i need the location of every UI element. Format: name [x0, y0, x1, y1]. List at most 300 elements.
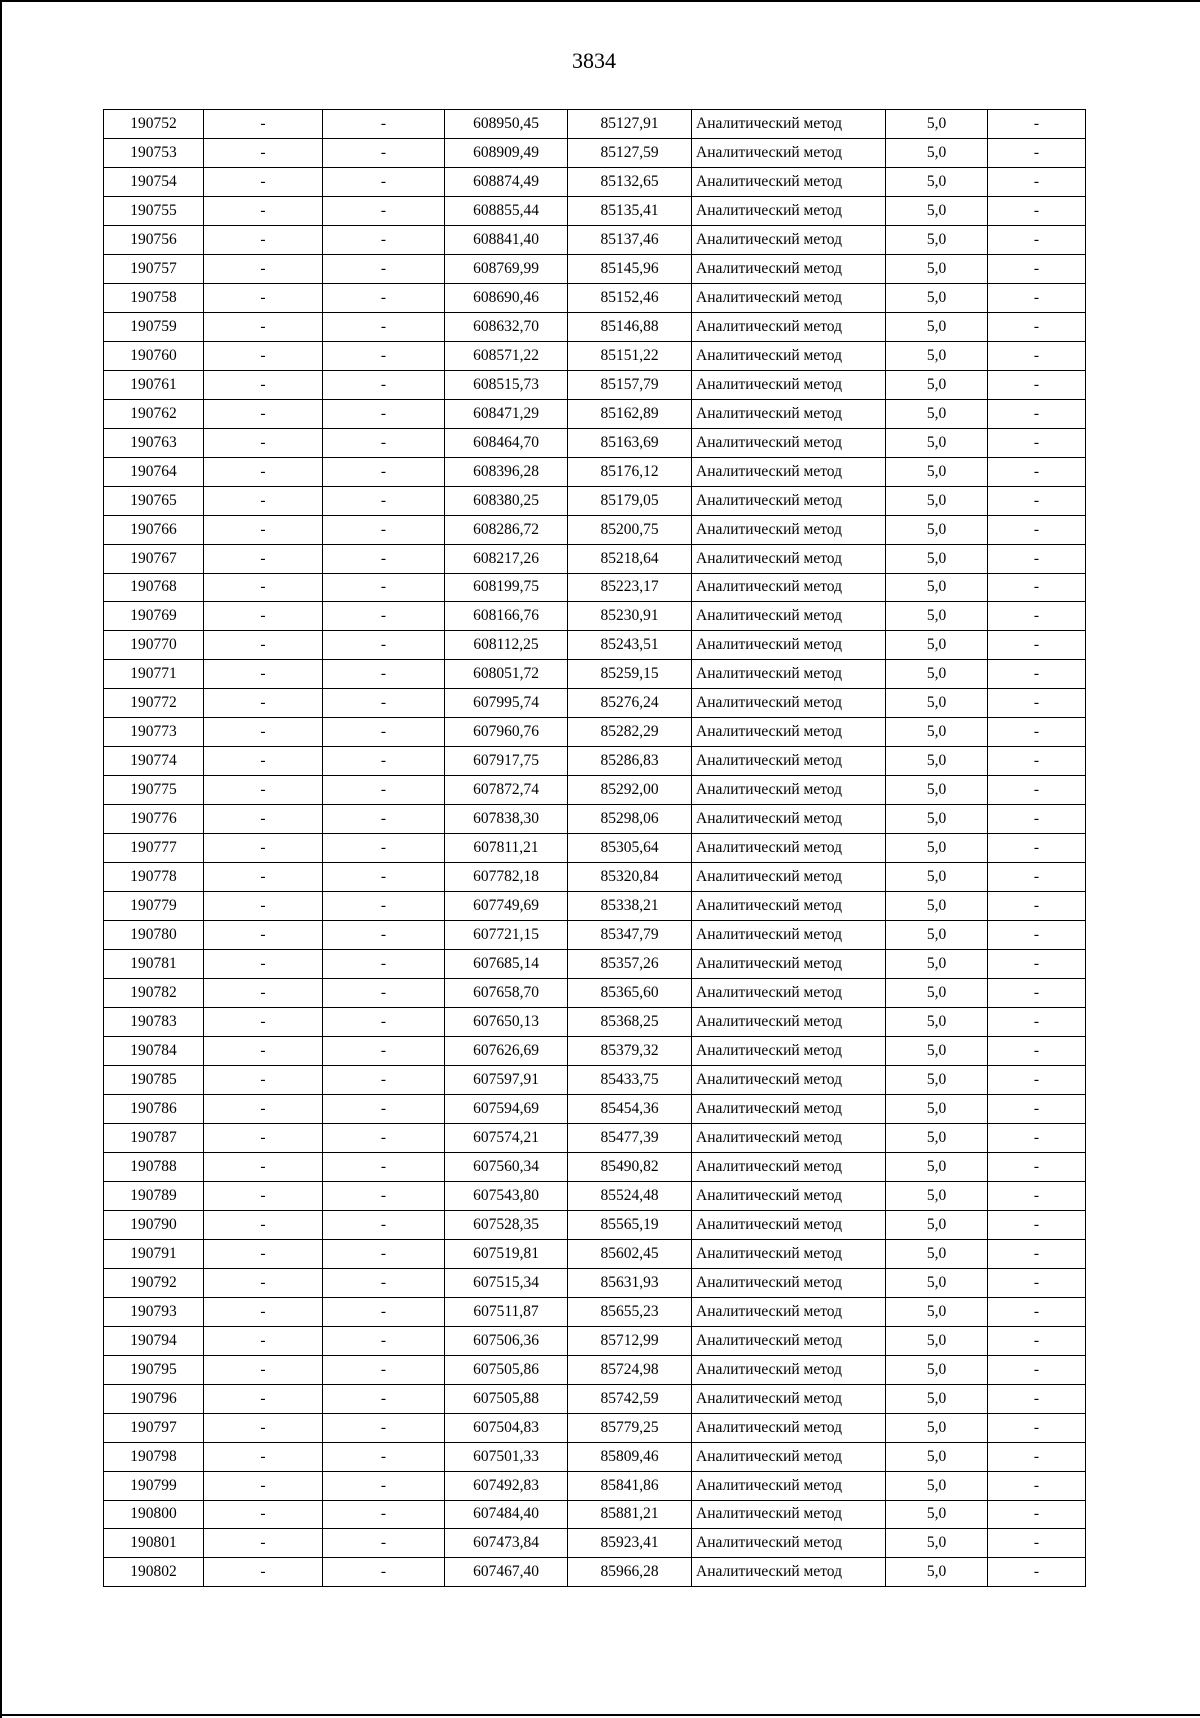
empty-cell-2: -: [323, 1239, 445, 1268]
empty-cell-2: -: [323, 1413, 445, 1442]
empty-cell-2: -: [323, 776, 445, 805]
table-row: [104, 225, 1086, 254]
empty-cell-3: -: [988, 486, 1086, 515]
empty-cell-1: -: [204, 370, 323, 399]
point-number-cell: 190788: [104, 1152, 204, 1181]
table-row: [104, 138, 1086, 167]
y-coordinate-cell: 85365,60: [568, 979, 692, 1008]
table-row: [104, 1384, 1086, 1413]
x-coordinate-cell: 608286,72: [445, 515, 568, 544]
table-row: [104, 1529, 1086, 1558]
empty-cell-3: -: [988, 805, 1086, 834]
accuracy-cell: 5,0: [886, 1558, 988, 1587]
table-row: [104, 834, 1086, 863]
method-cell: Аналитический метод: [692, 1326, 886, 1355]
x-coordinate-cell: 608396,28: [445, 457, 568, 486]
table-body: [104, 110, 1086, 1587]
method-cell: Аналитический метод: [692, 399, 886, 428]
point-number-cell: 190759: [104, 312, 204, 341]
accuracy-cell: 5,0: [886, 747, 988, 776]
empty-cell-2: -: [323, 1181, 445, 1210]
empty-cell-2: -: [323, 1558, 445, 1587]
table-row: [104, 1268, 1086, 1297]
empty-cell-3: -: [988, 1384, 1086, 1413]
empty-cell-1: -: [204, 631, 323, 660]
x-coordinate-cell: 607519,81: [445, 1239, 568, 1268]
point-number-cell: 190780: [104, 921, 204, 950]
accuracy-cell: 5,0: [886, 283, 988, 312]
empty-cell-2: -: [323, 1094, 445, 1123]
x-coordinate-cell: 607594,69: [445, 1094, 568, 1123]
method-cell: Аналитический метод: [692, 1413, 886, 1442]
empty-cell-3: -: [988, 399, 1086, 428]
x-coordinate-cell: 607515,34: [445, 1268, 568, 1297]
accuracy-cell: 5,0: [886, 776, 988, 805]
empty-cell-1: -: [204, 254, 323, 283]
empty-cell-1: -: [204, 892, 323, 921]
accuracy-cell: 5,0: [886, 428, 988, 457]
accuracy-cell: 5,0: [886, 370, 988, 399]
x-coordinate-cell: 608112,25: [445, 631, 568, 660]
empty-cell-3: -: [988, 1239, 1086, 1268]
point-number-cell: 190777: [104, 834, 204, 863]
empty-cell-1: -: [204, 805, 323, 834]
accuracy-cell: 5,0: [886, 544, 988, 573]
empty-cell-1: -: [204, 515, 323, 544]
y-coordinate-cell: 85200,75: [568, 515, 692, 544]
x-coordinate-cell: 608166,76: [445, 602, 568, 631]
empty-cell-3: -: [988, 1529, 1086, 1558]
method-cell: Аналитический метод: [692, 225, 886, 254]
empty-cell-2: -: [323, 399, 445, 428]
y-coordinate-cell: 85137,46: [568, 225, 692, 254]
method-cell: Аналитический метод: [692, 1152, 886, 1181]
empty-cell-3: -: [988, 631, 1086, 660]
empty-cell-3: -: [988, 1181, 1086, 1210]
point-number-cell: 190801: [104, 1529, 204, 1558]
empty-cell-1: -: [204, 1037, 323, 1066]
accuracy-cell: 5,0: [886, 1500, 988, 1529]
y-coordinate-cell: 85132,65: [568, 167, 692, 196]
empty-cell-2: -: [323, 689, 445, 718]
accuracy-cell: 5,0: [886, 1413, 988, 1442]
accuracy-cell: 5,0: [886, 805, 988, 834]
method-cell: Аналитический метод: [692, 1181, 886, 1210]
page-border-left: [0, 0, 2, 1718]
empty-cell-2: -: [323, 1384, 445, 1413]
x-coordinate-cell: 607838,30: [445, 805, 568, 834]
empty-cell-3: -: [988, 457, 1086, 486]
coordinates-table: [103, 109, 1086, 1587]
method-cell: Аналитический метод: [692, 1008, 886, 1037]
empty-cell-1: -: [204, 1413, 323, 1442]
empty-cell-3: -: [988, 1558, 1086, 1587]
empty-cell-3: -: [988, 602, 1086, 631]
empty-cell-3: -: [988, 660, 1086, 689]
accuracy-cell: 5,0: [886, 979, 988, 1008]
accuracy-cell: 5,0: [886, 515, 988, 544]
x-coordinate-cell: 608571,22: [445, 341, 568, 370]
method-cell: Аналитический метод: [692, 1239, 886, 1268]
method-cell: Аналитический метод: [692, 110, 886, 139]
method-cell: Аналитический метод: [692, 1558, 886, 1587]
y-coordinate-cell: 85162,89: [568, 399, 692, 428]
empty-cell-3: -: [988, 863, 1086, 892]
empty-cell-1: -: [204, 1297, 323, 1326]
point-number-cell: 190798: [104, 1442, 204, 1471]
point-number-cell: 190783: [104, 1008, 204, 1037]
method-cell: Аналитический метод: [692, 312, 886, 341]
method-cell: Аналитический метод: [692, 979, 886, 1008]
empty-cell-1: -: [204, 776, 323, 805]
empty-cell-1: -: [204, 428, 323, 457]
table-row: [104, 602, 1086, 631]
empty-cell-2: -: [323, 254, 445, 283]
x-coordinate-cell: 607597,91: [445, 1065, 568, 1094]
page-border-bottom: [0, 1714, 1200, 1716]
accuracy-cell: 5,0: [886, 1008, 988, 1037]
empty-cell-1: -: [204, 834, 323, 863]
table-row: [104, 399, 1086, 428]
method-cell: Аналитический метод: [692, 1297, 886, 1326]
point-number-cell: 190752: [104, 110, 204, 139]
empty-cell-3: -: [988, 1152, 1086, 1181]
y-coordinate-cell: 85379,32: [568, 1037, 692, 1066]
table-row: [104, 1152, 1086, 1181]
y-coordinate-cell: 85320,84: [568, 863, 692, 892]
accuracy-cell: 5,0: [886, 196, 988, 225]
method-cell: Аналитический метод: [692, 1268, 886, 1297]
method-cell: Аналитический метод: [692, 660, 886, 689]
empty-cell-2: -: [323, 1152, 445, 1181]
y-coordinate-cell: 85338,21: [568, 892, 692, 921]
method-cell: Аналитический метод: [692, 631, 886, 660]
y-coordinate-cell: 85157,79: [568, 370, 692, 399]
accuracy-cell: 5,0: [886, 312, 988, 341]
accuracy-cell: 5,0: [886, 921, 988, 950]
table-row: [104, 689, 1086, 718]
empty-cell-2: -: [323, 805, 445, 834]
table-row: [104, 1123, 1086, 1152]
method-cell: Аналитический метод: [692, 196, 886, 225]
x-coordinate-cell: 607560,34: [445, 1152, 568, 1181]
table-row: [104, 486, 1086, 515]
table-row: [104, 1239, 1086, 1268]
y-coordinate-cell: 85179,05: [568, 486, 692, 515]
accuracy-cell: 5,0: [886, 486, 988, 515]
accuracy-cell: 5,0: [886, 660, 988, 689]
x-coordinate-cell: 608855,44: [445, 196, 568, 225]
empty-cell-2: -: [323, 573, 445, 602]
empty-cell-3: -: [988, 1210, 1086, 1239]
empty-cell-2: -: [323, 370, 445, 399]
method-cell: Аналитический метод: [692, 602, 886, 631]
accuracy-cell: 5,0: [886, 1297, 988, 1326]
x-coordinate-cell: 607511,87: [445, 1297, 568, 1326]
point-number-cell: 190794: [104, 1326, 204, 1355]
empty-cell-3: -: [988, 544, 1086, 573]
accuracy-cell: 5,0: [886, 1239, 988, 1268]
empty-cell-1: -: [204, 602, 323, 631]
point-number-cell: 190795: [104, 1355, 204, 1384]
accuracy-cell: 5,0: [886, 1471, 988, 1500]
x-coordinate-cell: 607501,33: [445, 1442, 568, 1471]
point-number-cell: 190789: [104, 1181, 204, 1210]
empty-cell-2: -: [323, 1529, 445, 1558]
empty-cell-1: -: [204, 138, 323, 167]
x-coordinate-cell: 607574,21: [445, 1123, 568, 1152]
x-coordinate-cell: 608690,46: [445, 283, 568, 312]
table-row: [104, 1500, 1086, 1529]
empty-cell-3: -: [988, 515, 1086, 544]
empty-cell-2: -: [323, 1210, 445, 1239]
x-coordinate-cell: 607473,84: [445, 1529, 568, 1558]
empty-cell-2: -: [323, 110, 445, 139]
x-coordinate-cell: 608874,49: [445, 167, 568, 196]
x-coordinate-cell: 608632,70: [445, 312, 568, 341]
point-number-cell: 190800: [104, 1500, 204, 1529]
empty-cell-1: -: [204, 1239, 323, 1268]
method-cell: Аналитический метод: [692, 138, 886, 167]
table-row: [104, 776, 1086, 805]
accuracy-cell: 5,0: [886, 1210, 988, 1239]
empty-cell-2: -: [323, 312, 445, 341]
point-number-cell: 190781: [104, 950, 204, 979]
accuracy-cell: 5,0: [886, 602, 988, 631]
empty-cell-1: -: [204, 341, 323, 370]
y-coordinate-cell: 85151,22: [568, 341, 692, 370]
table-row: [104, 631, 1086, 660]
point-number-cell: 190771: [104, 660, 204, 689]
empty-cell-3: -: [988, 312, 1086, 341]
y-coordinate-cell: 85923,41: [568, 1529, 692, 1558]
method-cell: Аналитический метод: [692, 892, 886, 921]
method-cell: Аналитический метод: [692, 950, 886, 979]
point-number-cell: 190760: [104, 341, 204, 370]
empty-cell-2: -: [323, 486, 445, 515]
x-coordinate-cell: 607749,69: [445, 892, 568, 921]
point-number-cell: 190766: [104, 515, 204, 544]
accuracy-cell: 5,0: [886, 1529, 988, 1558]
table-row: [104, 312, 1086, 341]
empty-cell-3: -: [988, 573, 1086, 602]
table-row: [104, 573, 1086, 602]
empty-cell-2: -: [323, 1268, 445, 1297]
point-number-cell: 190773: [104, 718, 204, 747]
y-coordinate-cell: 85809,46: [568, 1442, 692, 1471]
x-coordinate-cell: 608471,29: [445, 399, 568, 428]
y-coordinate-cell: 85357,26: [568, 950, 692, 979]
accuracy-cell: 5,0: [886, 892, 988, 921]
point-number-cell: 190778: [104, 863, 204, 892]
empty-cell-2: -: [323, 515, 445, 544]
y-coordinate-cell: 85347,79: [568, 921, 692, 950]
x-coordinate-cell: 607505,88: [445, 1384, 568, 1413]
empty-cell-3: -: [988, 167, 1086, 196]
empty-cell-1: -: [204, 1326, 323, 1355]
x-coordinate-cell: 608199,75: [445, 573, 568, 602]
table-row: [104, 457, 1086, 486]
empty-cell-2: -: [323, 1500, 445, 1529]
table-row: [104, 370, 1086, 399]
empty-cell-3: -: [988, 370, 1086, 399]
y-coordinate-cell: 85305,64: [568, 834, 692, 863]
empty-cell-3: -: [988, 950, 1086, 979]
method-cell: Аналитический метод: [692, 689, 886, 718]
empty-cell-1: -: [204, 950, 323, 979]
table-row: [104, 515, 1086, 544]
y-coordinate-cell: 85966,28: [568, 1558, 692, 1587]
y-coordinate-cell: 85565,19: [568, 1210, 692, 1239]
point-number-cell: 190792: [104, 1268, 204, 1297]
method-cell: Аналитический метод: [692, 573, 886, 602]
table-row: [104, 283, 1086, 312]
accuracy-cell: 5,0: [886, 254, 988, 283]
empty-cell-1: -: [204, 1008, 323, 1037]
empty-cell-3: -: [988, 1123, 1086, 1152]
method-cell: Аналитический метод: [692, 1123, 886, 1152]
table-row: [104, 747, 1086, 776]
table-row: [104, 1442, 1086, 1471]
x-coordinate-cell: 608909,49: [445, 138, 568, 167]
empty-cell-2: -: [323, 1065, 445, 1094]
empty-cell-3: -: [988, 428, 1086, 457]
accuracy-cell: 5,0: [886, 1268, 988, 1297]
accuracy-cell: 5,0: [886, 1355, 988, 1384]
empty-cell-2: -: [323, 1008, 445, 1037]
method-cell: Аналитический метод: [692, 457, 886, 486]
y-coordinate-cell: 85454,36: [568, 1094, 692, 1123]
empty-cell-3: -: [988, 747, 1086, 776]
table-row: [104, 660, 1086, 689]
accuracy-cell: 5,0: [886, 573, 988, 602]
point-number-cell: 190791: [104, 1239, 204, 1268]
empty-cell-3: -: [988, 1471, 1086, 1500]
y-coordinate-cell: 85368,25: [568, 1008, 692, 1037]
method-cell: Аналитический метод: [692, 1065, 886, 1094]
x-coordinate-cell: 607685,14: [445, 950, 568, 979]
x-coordinate-cell: 607917,75: [445, 747, 568, 776]
empty-cell-2: -: [323, 457, 445, 486]
point-number-cell: 190757: [104, 254, 204, 283]
empty-cell-1: -: [204, 399, 323, 428]
point-number-cell: 190755: [104, 196, 204, 225]
empty-cell-3: -: [988, 1065, 1086, 1094]
method-cell: Аналитический метод: [692, 1442, 886, 1471]
y-coordinate-cell: 85724,98: [568, 1355, 692, 1384]
empty-cell-2: -: [323, 631, 445, 660]
empty-cell-1: -: [204, 1529, 323, 1558]
empty-cell-3: -: [988, 341, 1086, 370]
x-coordinate-cell: 608464,70: [445, 428, 568, 457]
empty-cell-1: -: [204, 689, 323, 718]
empty-cell-3: -: [988, 718, 1086, 747]
point-number-cell: 190770: [104, 631, 204, 660]
point-number-cell: 190769: [104, 602, 204, 631]
table-row: [104, 1065, 1086, 1094]
x-coordinate-cell: 608051,72: [445, 660, 568, 689]
x-coordinate-cell: 608769,99: [445, 254, 568, 283]
y-coordinate-cell: 85276,24: [568, 689, 692, 718]
empty-cell-1: -: [204, 660, 323, 689]
empty-cell-3: -: [988, 1413, 1086, 1442]
empty-cell-2: -: [323, 1037, 445, 1066]
table-row: [104, 1008, 1086, 1037]
x-coordinate-cell: 607467,40: [445, 1558, 568, 1587]
table-row: [104, 1413, 1086, 1442]
accuracy-cell: 5,0: [886, 1181, 988, 1210]
empty-cell-1: -: [204, 1065, 323, 1094]
empty-cell-1: -: [204, 1210, 323, 1239]
accuracy-cell: 5,0: [886, 341, 988, 370]
point-number-cell: 190799: [104, 1471, 204, 1500]
table-row: [104, 921, 1086, 950]
empty-cell-1: -: [204, 921, 323, 950]
table-row: [104, 341, 1086, 370]
x-coordinate-cell: 607995,74: [445, 689, 568, 718]
empty-cell-2: -: [323, 428, 445, 457]
empty-cell-1: -: [204, 544, 323, 573]
x-coordinate-cell: 607492,83: [445, 1471, 568, 1500]
empty-cell-3: -: [988, 225, 1086, 254]
accuracy-cell: 5,0: [886, 863, 988, 892]
accuracy-cell: 5,0: [886, 1065, 988, 1094]
empty-cell-2: -: [323, 167, 445, 196]
empty-cell-2: -: [323, 950, 445, 979]
empty-cell-1: -: [204, 747, 323, 776]
x-coordinate-cell: 607658,70: [445, 979, 568, 1008]
y-coordinate-cell: 85259,15: [568, 660, 692, 689]
point-number-cell: 190762: [104, 399, 204, 428]
point-number-cell: 190784: [104, 1037, 204, 1066]
empty-cell-3: -: [988, 1268, 1086, 1297]
x-coordinate-cell: 607960,76: [445, 718, 568, 747]
point-number-cell: 190793: [104, 1297, 204, 1326]
empty-cell-1: -: [204, 1384, 323, 1413]
empty-cell-3: -: [988, 689, 1086, 718]
accuracy-cell: 5,0: [886, 1442, 988, 1471]
table-row: [104, 167, 1086, 196]
x-coordinate-cell: 607811,21: [445, 834, 568, 863]
empty-cell-3: -: [988, 1500, 1086, 1529]
point-number-cell: 190754: [104, 167, 204, 196]
empty-cell-2: -: [323, 196, 445, 225]
y-coordinate-cell: 85218,64: [568, 544, 692, 573]
table-row: [104, 718, 1086, 747]
empty-cell-3: -: [988, 921, 1086, 950]
empty-cell-3: -: [988, 1008, 1086, 1037]
method-cell: Аналитический метод: [692, 805, 886, 834]
empty-cell-1: -: [204, 718, 323, 747]
table-row: [104, 1355, 1086, 1384]
method-cell: Аналитический метод: [692, 1500, 886, 1529]
empty-cell-2: -: [323, 892, 445, 921]
x-coordinate-cell: 608515,73: [445, 370, 568, 399]
point-number-cell: 190764: [104, 457, 204, 486]
x-coordinate-cell: 607543,80: [445, 1181, 568, 1210]
empty-cell-3: -: [988, 834, 1086, 863]
page-number: 3834: [572, 48, 616, 73]
point-number-cell: 190797: [104, 1413, 204, 1442]
point-number-cell: 190776: [104, 805, 204, 834]
x-coordinate-cell: 607626,69: [445, 1037, 568, 1066]
y-coordinate-cell: 85127,59: [568, 138, 692, 167]
method-cell: Аналитический метод: [692, 283, 886, 312]
empty-cell-2: -: [323, 1297, 445, 1326]
x-coordinate-cell: 607528,35: [445, 1210, 568, 1239]
empty-cell-1: -: [204, 1123, 323, 1152]
empty-cell-3: -: [988, 1442, 1086, 1471]
